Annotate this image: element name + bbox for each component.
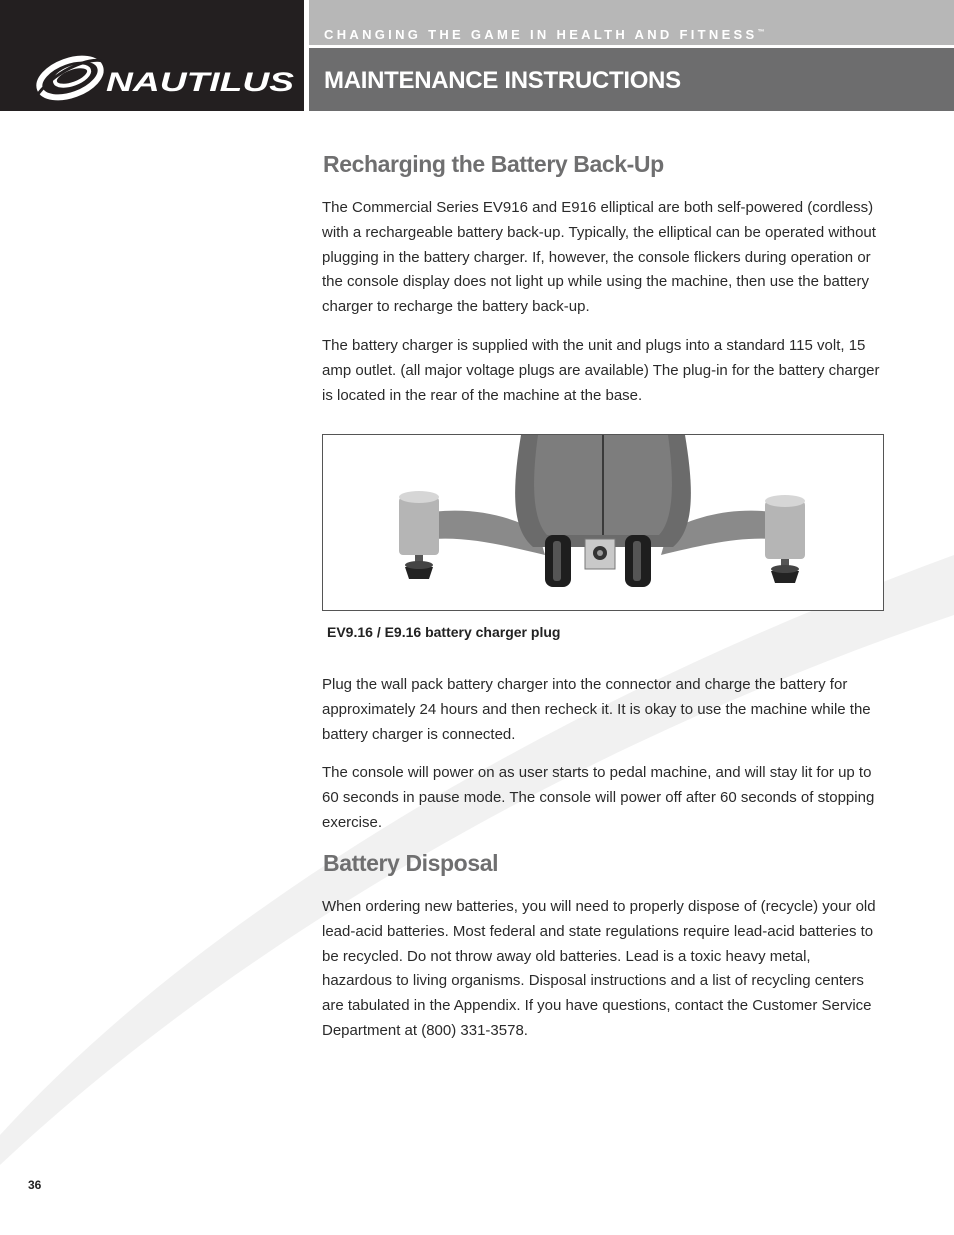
figure-caption: EV9.16 / E9.16 battery charger plug (327, 624, 561, 640)
brand-wordmark: NAUTILUS (106, 67, 294, 97)
section-title-bar (309, 48, 954, 111)
tagline-bar (309, 0, 954, 45)
swirl-logo-icon (34, 51, 106, 105)
recharging-paragraph-4: The console will power on as user starts to pedal machine, and will stay lit for up to 60 seconds in pause mode. The console will power off after 60 seconds of stopping exercise. (322, 764, 875, 831)
elliptical-base-illustration (323, 435, 883, 610)
trademark-mark: ™ (757, 29, 765, 36)
recharging-paragraph-1: The Commercial Series EV916 and E916 elliptical are both self-powered (cordless) with a rechargeable battery back-up. Typically, the elliptical can be operated without plugging in the battery charger. If, however, the console flickers during operation or the console display does not light up while using the machine, then use the battery charger to recharge the battery back-up. (322, 199, 876, 316)
disposal-paragraph: When ordering new batteries, you will need to properly dispose of (recycle) your old lead-acid batteries. Most federal and state regulations require lead-acid batteries to be recycled. Do not throw away old batteries. Lead is a toxic heavy metal, hazardous to living organisms. Disposal instructions and a list of recycling centers are tabulated in the Appendix. If you have questions, contact the Customer Service Department at (800) 331-3578. (322, 898, 876, 1039)
battery-charger-photo (322, 434, 884, 611)
recharging-paragraph-3: Plug the wall pack battery charger into the connector and charge the battery for approximately 24 hours and then recheck it. It is okay to use the machine while the battery charger is connected. (322, 676, 871, 743)
disposal-heading: Battery Disposal (323, 850, 499, 876)
section-title: MAINTENANCE INSTRUCTIONS (324, 67, 681, 94)
recharging-heading: Recharging the Battery Back-Up (323, 151, 664, 177)
brand-logo-block (0, 0, 304, 111)
recharging-paragraph-2: The battery charger is supplied with the unit and plugs into a standard 115 volt, 15 amp outlet. (all major voltage plugs are available) The plug-in for the battery charger is located in the rear of the machine at the base. (322, 337, 880, 404)
page-number: 36 (28, 1178, 42, 1192)
nautilus-logo (0, 0, 304, 111)
tagline: CHANGING THE GAME IN HEALTH AND FITNESS™ (324, 27, 765, 42)
